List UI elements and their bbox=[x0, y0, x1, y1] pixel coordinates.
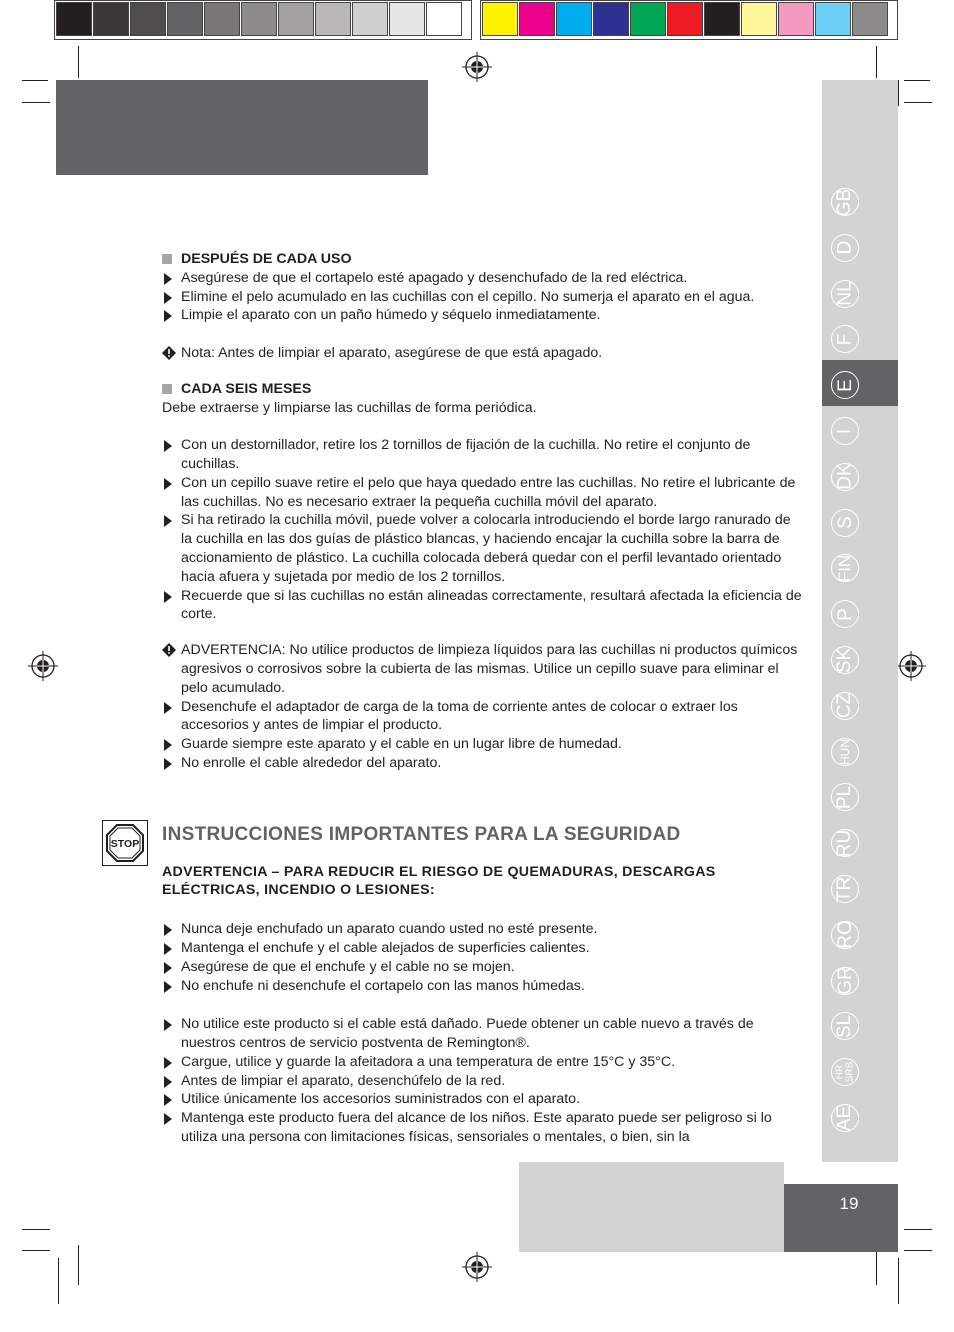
language-tab-cz[interactable] bbox=[830, 689, 860, 723]
language-tab-label: I bbox=[834, 428, 856, 434]
gray-swatch bbox=[56, 2, 92, 36]
note-paragraph bbox=[162, 344, 802, 363]
language-tab-ro[interactable] bbox=[830, 918, 860, 952]
language-tab-label: GB bbox=[834, 188, 856, 216]
crop-mark bbox=[904, 1250, 932, 1251]
language-tab-gb[interactable] bbox=[830, 185, 860, 219]
list-item: Asegúrese de que el cortapelo esté apagado y desenchufado de la red eléctrica. bbox=[162, 269, 802, 288]
grayscale-calibration-bar bbox=[56, 2, 463, 40]
tab-circle bbox=[831, 325, 859, 353]
list-item: No enchufe ni desenchufe el cortapelo con las manos húmedas. bbox=[162, 977, 802, 996]
list-item: Asegúrese de que el enchufe y el cable no se mojen. bbox=[162, 958, 802, 977]
registration-mark-icon bbox=[28, 651, 58, 681]
color-swatch bbox=[519, 2, 555, 36]
tab-circle bbox=[831, 371, 859, 399]
language-tab-label: DK bbox=[834, 463, 856, 490]
color-calibration-bar bbox=[482, 2, 889, 40]
language-tab-label: HR SRB bbox=[834, 1061, 855, 1083]
header-block bbox=[56, 80, 428, 175]
language-tab-label: NL bbox=[834, 281, 856, 306]
list-item: Guarde siempre este aparato y el cable en un lugar libre de humedad. bbox=[162, 735, 802, 754]
language-tab-label: PL bbox=[834, 785, 856, 810]
crop-mark bbox=[904, 80, 930, 81]
square-bullet-icon bbox=[162, 384, 172, 394]
language-tab-d[interactable] bbox=[830, 231, 860, 265]
tab-circle bbox=[831, 783, 859, 811]
language-tab-label: HUN bbox=[838, 738, 852, 765]
list-item: Limpie el aparato con un paño húmedo y séquelo inmediatamente. bbox=[162, 306, 802, 325]
tab-circle bbox=[831, 509, 859, 537]
tab-circle bbox=[831, 600, 859, 628]
color-swatch bbox=[778, 2, 814, 36]
language-tab-label: TR bbox=[834, 876, 856, 902]
list-item: No utilice este producto si el cable está dañado. Puede obtener un cable nuevo a través de nuestros centros de servicio postventa de Remington®. bbox=[162, 1015, 802, 1053]
crop-mark bbox=[904, 102, 932, 103]
section-heading-text: DESPUÉS DE CADA USO bbox=[181, 251, 352, 267]
tab-circle bbox=[831, 1104, 859, 1132]
crop-mark bbox=[78, 46, 79, 78]
language-tab-label: SK bbox=[834, 647, 856, 673]
note-text: Nota: Antes de limpiar el aparato, asegúrese de que está apagado. bbox=[181, 344, 603, 361]
color-swatch bbox=[741, 2, 777, 36]
language-tab-gr[interactable] bbox=[830, 964, 860, 998]
warning-text: ADVERTENCIA: No utilice productos de limpieza líquidos para las cuchillas ni productos químicos agresivos o corrosivos sobre la cubierta de las mismas. Utilice un cepillo suave para eliminar el pelo acumulado. bbox=[181, 642, 798, 696]
color-swatch bbox=[593, 2, 629, 36]
language-tab-hun[interactable] bbox=[830, 735, 860, 769]
section-heading-text: CADA SEIS MESES bbox=[181, 380, 312, 397]
registration-mark-icon bbox=[462, 52, 492, 82]
tab-circle bbox=[831, 921, 859, 949]
language-tab-label: FIN bbox=[835, 554, 855, 583]
language-tab-label: GR bbox=[834, 966, 856, 995]
list-item: No enrolle el cable alrededor del aparato. bbox=[162, 754, 802, 773]
language-tab-label: RO bbox=[834, 920, 856, 950]
footer-block bbox=[519, 1162, 784, 1252]
language-tab-label: F bbox=[834, 333, 856, 346]
stop-sign-icon bbox=[102, 820, 148, 866]
crop-mark bbox=[78, 1245, 79, 1285]
intro-paragraph: Debe extraerse y limpiarse las cuchillas de forma periódica. bbox=[162, 399, 537, 416]
tab-circle bbox=[831, 829, 859, 857]
registration-mark-icon bbox=[462, 1252, 492, 1282]
tab-circle bbox=[831, 967, 859, 995]
language-tab-label: CZ bbox=[834, 693, 856, 719]
svg-text:STOP: STOP bbox=[110, 838, 140, 850]
language-tab-tr[interactable] bbox=[830, 872, 860, 906]
gray-swatch bbox=[426, 2, 462, 36]
warning-paragraph bbox=[162, 641, 802, 697]
tab-circle bbox=[831, 280, 859, 308]
language-tab-label: AE bbox=[834, 1105, 856, 1131]
list-item: Utilice únicamente los accesorios suministrados con el aparato. bbox=[162, 1090, 802, 1109]
gray-swatch bbox=[278, 2, 314, 36]
safety-title: INSTRUCCIONES IMPORTANTES PARA LA SEGURIDAD bbox=[162, 823, 681, 845]
gray-swatch bbox=[352, 2, 388, 36]
crop-mark bbox=[22, 1250, 50, 1251]
warning-diamond-icon bbox=[162, 643, 176, 657]
warning-diamond-icon bbox=[162, 346, 176, 360]
tab-circle bbox=[831, 738, 859, 766]
crop-mark bbox=[876, 46, 877, 78]
language-tab-e[interactable] bbox=[830, 368, 860, 402]
gray-swatch bbox=[93, 2, 129, 36]
language-tab-f[interactable] bbox=[830, 322, 860, 356]
language-tab-ru[interactable] bbox=[830, 826, 860, 860]
color-swatch bbox=[815, 2, 851, 36]
list-item: Con un cepillo suave retire el pelo que haya quedado entre las cuchillas. No retire el lubricante de las cuchillas. No es necesario extraer la pequeña cuchilla móvil del aparato. bbox=[162, 474, 802, 512]
language-tab-fin[interactable] bbox=[830, 551, 860, 585]
language-tab-hr-srb[interactable] bbox=[830, 1055, 860, 1089]
language-tab-i[interactable] bbox=[830, 414, 860, 448]
safety-warning-heading: ADVERTENCIA – PARA REDUCIR EL RIESGO DE QUEMADURAS, DESCARGAS ELÉCTRICAS, INCENDIO O LESIONES: bbox=[162, 863, 716, 899]
color-swatch bbox=[852, 2, 888, 36]
language-tab-s[interactable] bbox=[830, 506, 860, 540]
tab-circle bbox=[831, 234, 859, 262]
color-swatch bbox=[556, 2, 592, 36]
gray-swatch bbox=[167, 2, 203, 36]
list-item: Recuerde que si las cuchillas no están alineadas correctamente, resultará afectada la eficiencia de corte. bbox=[162, 587, 802, 625]
tab-circle bbox=[831, 1058, 859, 1086]
tab-circle bbox=[831, 417, 859, 445]
color-swatch bbox=[704, 2, 740, 36]
language-tab-p[interactable] bbox=[830, 597, 860, 631]
tab-circle bbox=[831, 463, 859, 491]
gray-swatch bbox=[241, 2, 277, 36]
main-content bbox=[162, 250, 802, 1147]
list-item: Mantenga este producto fuera del alcance de los niños. Este aparato puede ser peligroso si lo utiliza una persona con limitaciones físicas, sensoriales o mentales, o bien, sin la bbox=[162, 1109, 802, 1147]
tab-circle bbox=[831, 1012, 859, 1040]
list-item: Desenchufe el adaptador de carga de la toma de corriente antes de colocar o extraer los accesorios y antes de limpiar el producto. bbox=[162, 698, 802, 736]
list-item: Nunca deje enchufado un aparato cuando usted no esté presente. bbox=[162, 920, 802, 939]
color-swatch bbox=[630, 2, 666, 36]
page-number: 19 bbox=[839, 1194, 859, 1213]
crop-mark bbox=[22, 80, 48, 81]
crop-mark bbox=[898, 80, 899, 106]
list-item: Con un destornillador, retire los 2 tornillos de fijación de la cuchilla. No retire el conjunto de cuchillas. bbox=[162, 436, 802, 474]
section-heading bbox=[162, 380, 802, 399]
tab-circle bbox=[831, 188, 859, 216]
crop-mark bbox=[22, 102, 50, 103]
tab-circle bbox=[831, 875, 859, 903]
gray-swatch bbox=[130, 2, 166, 36]
language-tab-label: SL bbox=[834, 1014, 856, 1039]
language-tab-sl[interactable] bbox=[830, 1009, 860, 1043]
crop-mark bbox=[904, 1229, 932, 1230]
list-item: Antes de limpiar el aparato, desenchúfelo de la red. bbox=[162, 1072, 802, 1091]
language-tab-label: S bbox=[834, 516, 856, 529]
registration-mark-icon bbox=[896, 651, 926, 681]
language-tab-sk[interactable] bbox=[830, 643, 860, 677]
section-heading bbox=[162, 250, 802, 269]
tab-circle bbox=[831, 692, 859, 720]
crop-mark bbox=[22, 1229, 50, 1230]
list-item: Elimine el pelo acumulado en las cuchillas con el cepillo. No sumerja el aparato en el agua. bbox=[162, 288, 802, 307]
crop-mark bbox=[58, 1258, 59, 1304]
list-item: Cargue, utilice y guarde la afeitadora a una temperatura de entre 15°C y 35°C. bbox=[162, 1053, 802, 1072]
gray-swatch bbox=[315, 2, 351, 36]
language-tab-dk[interactable] bbox=[830, 460, 860, 494]
language-tab-nl[interactable] bbox=[830, 277, 860, 311]
color-swatch bbox=[667, 2, 703, 36]
tab-circle bbox=[831, 646, 859, 674]
gray-swatch bbox=[204, 2, 240, 36]
language-tab-pl[interactable] bbox=[830, 780, 860, 814]
list-item: Mantenga el enchufe y el cable alejados de superficies calientes. bbox=[162, 939, 802, 958]
crop-mark bbox=[898, 1258, 899, 1304]
language-tab-label: P bbox=[834, 607, 856, 621]
language-tab-ae[interactable] bbox=[830, 1101, 860, 1135]
language-tab-label: RU bbox=[834, 829, 856, 857]
tab-circle bbox=[831, 554, 859, 582]
gray-swatch bbox=[389, 2, 425, 36]
language-tab-label: D bbox=[834, 240, 856, 255]
language-tab-label: E bbox=[834, 378, 856, 392]
list-item: Si ha retirado la cuchilla móvil, puede volver a colocarla introduciendo el borde largo ranurado de la cuchilla en las dos guías de plástico blancas, y haciendo encajar la cuchilla sobre la barra de accionamiento de plástico. La cuchilla colocada deberá quedar con el perfil levantado orientado hacia afuera y sujetada por medio de los 2 tornillos. bbox=[162, 511, 802, 586]
square-bullet-icon bbox=[162, 254, 172, 264]
color-swatch bbox=[482, 2, 518, 36]
